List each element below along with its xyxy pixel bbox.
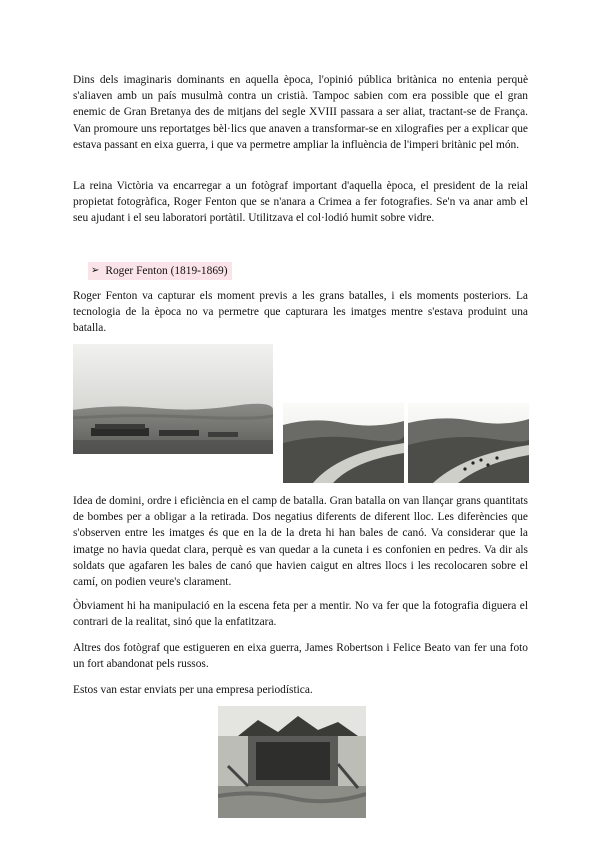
abandoned-fort-photo [218,706,366,818]
paragraph-press-agency: Estos van estar enviats per una empresa periodística. [73,684,313,696]
bullet-roger-fenton [88,262,232,280]
paragraph-robertson-beato: Altres dos fotògraf que estigueren en eixa guerra, James Robertson i Felice Beato van fer una foto un fort abandonat pels russos. [73,642,528,671]
valley-of-shadow-photos [283,403,529,483]
paragraph-british-opinion: Dins dels imaginaris dominants en aquella època, l'opinió pública britànica no entenia perquè s'aliaven amb un país musulmà contra un cristià. Tampoc sabien com era possible que el gran enemic de Gran Bretanya des de mitjans del segle XVIII passara a ser aliat, tractant-se de França. Van promoure uns reportatges bèl·lics que anaven a transformar-se en xilografies per a explicar que estava passant en eixa guerra, i que va permetre ampliar la influència de l'imperi britànic pel món. [73,74,528,151]
paragraph-fenton-capture: Roger Fenton va capturar els moment previs a les grans batalles, i els moments posteriors. La tecnologia de la època no va permetre que capturara les imatges mentre s'estava produint una batalla. [73,290,528,335]
paragraph-manipulation: Òbviament hi ha manipulació en la escena feta per a mentir. No va fer que la fotografia diguera el contrari de la realitat, sinó que la enfatitzara. [73,600,528,629]
paragraph-queen-victoria: La reina Victòria va encarregar a un fotògraf important d'aquella època, el president de la reial propietat fotogràfica, Roger Fenton que se n'anara a Crimea a fer fotografies. Se'n va anar amb el seu ajudant i el seu laboratori portàtil. Utilitzava el col·lodió humit sobre vidre. [73,180,528,225]
paragraph-battle-dominance: Idea de domini, ordre i eficiència en el camp de batalla. Gran batalla on van llançar grans quantitats de bombes per a obligar a la retirada. Dos negatius diferents de diferent lloc. Les diferències que s'observen entre les imatges és que en la de la dreta hi han bales de canó. Va considerar que la imatge no havia quedat clara, perquè es van quedar a la cuneta i es confonien en pedres. Va dir als soldats que agafaren les bales de canó que havien caigut en altres llocs i les recolocaren sobre el camí, on podien veure's clarament. [73,495,528,589]
arrow-bullet-icon: ➢ [91,265,100,276]
bullet-label: Roger Fenton (1819-1869) [105,265,228,277]
battle-camp-photo [73,344,273,454]
